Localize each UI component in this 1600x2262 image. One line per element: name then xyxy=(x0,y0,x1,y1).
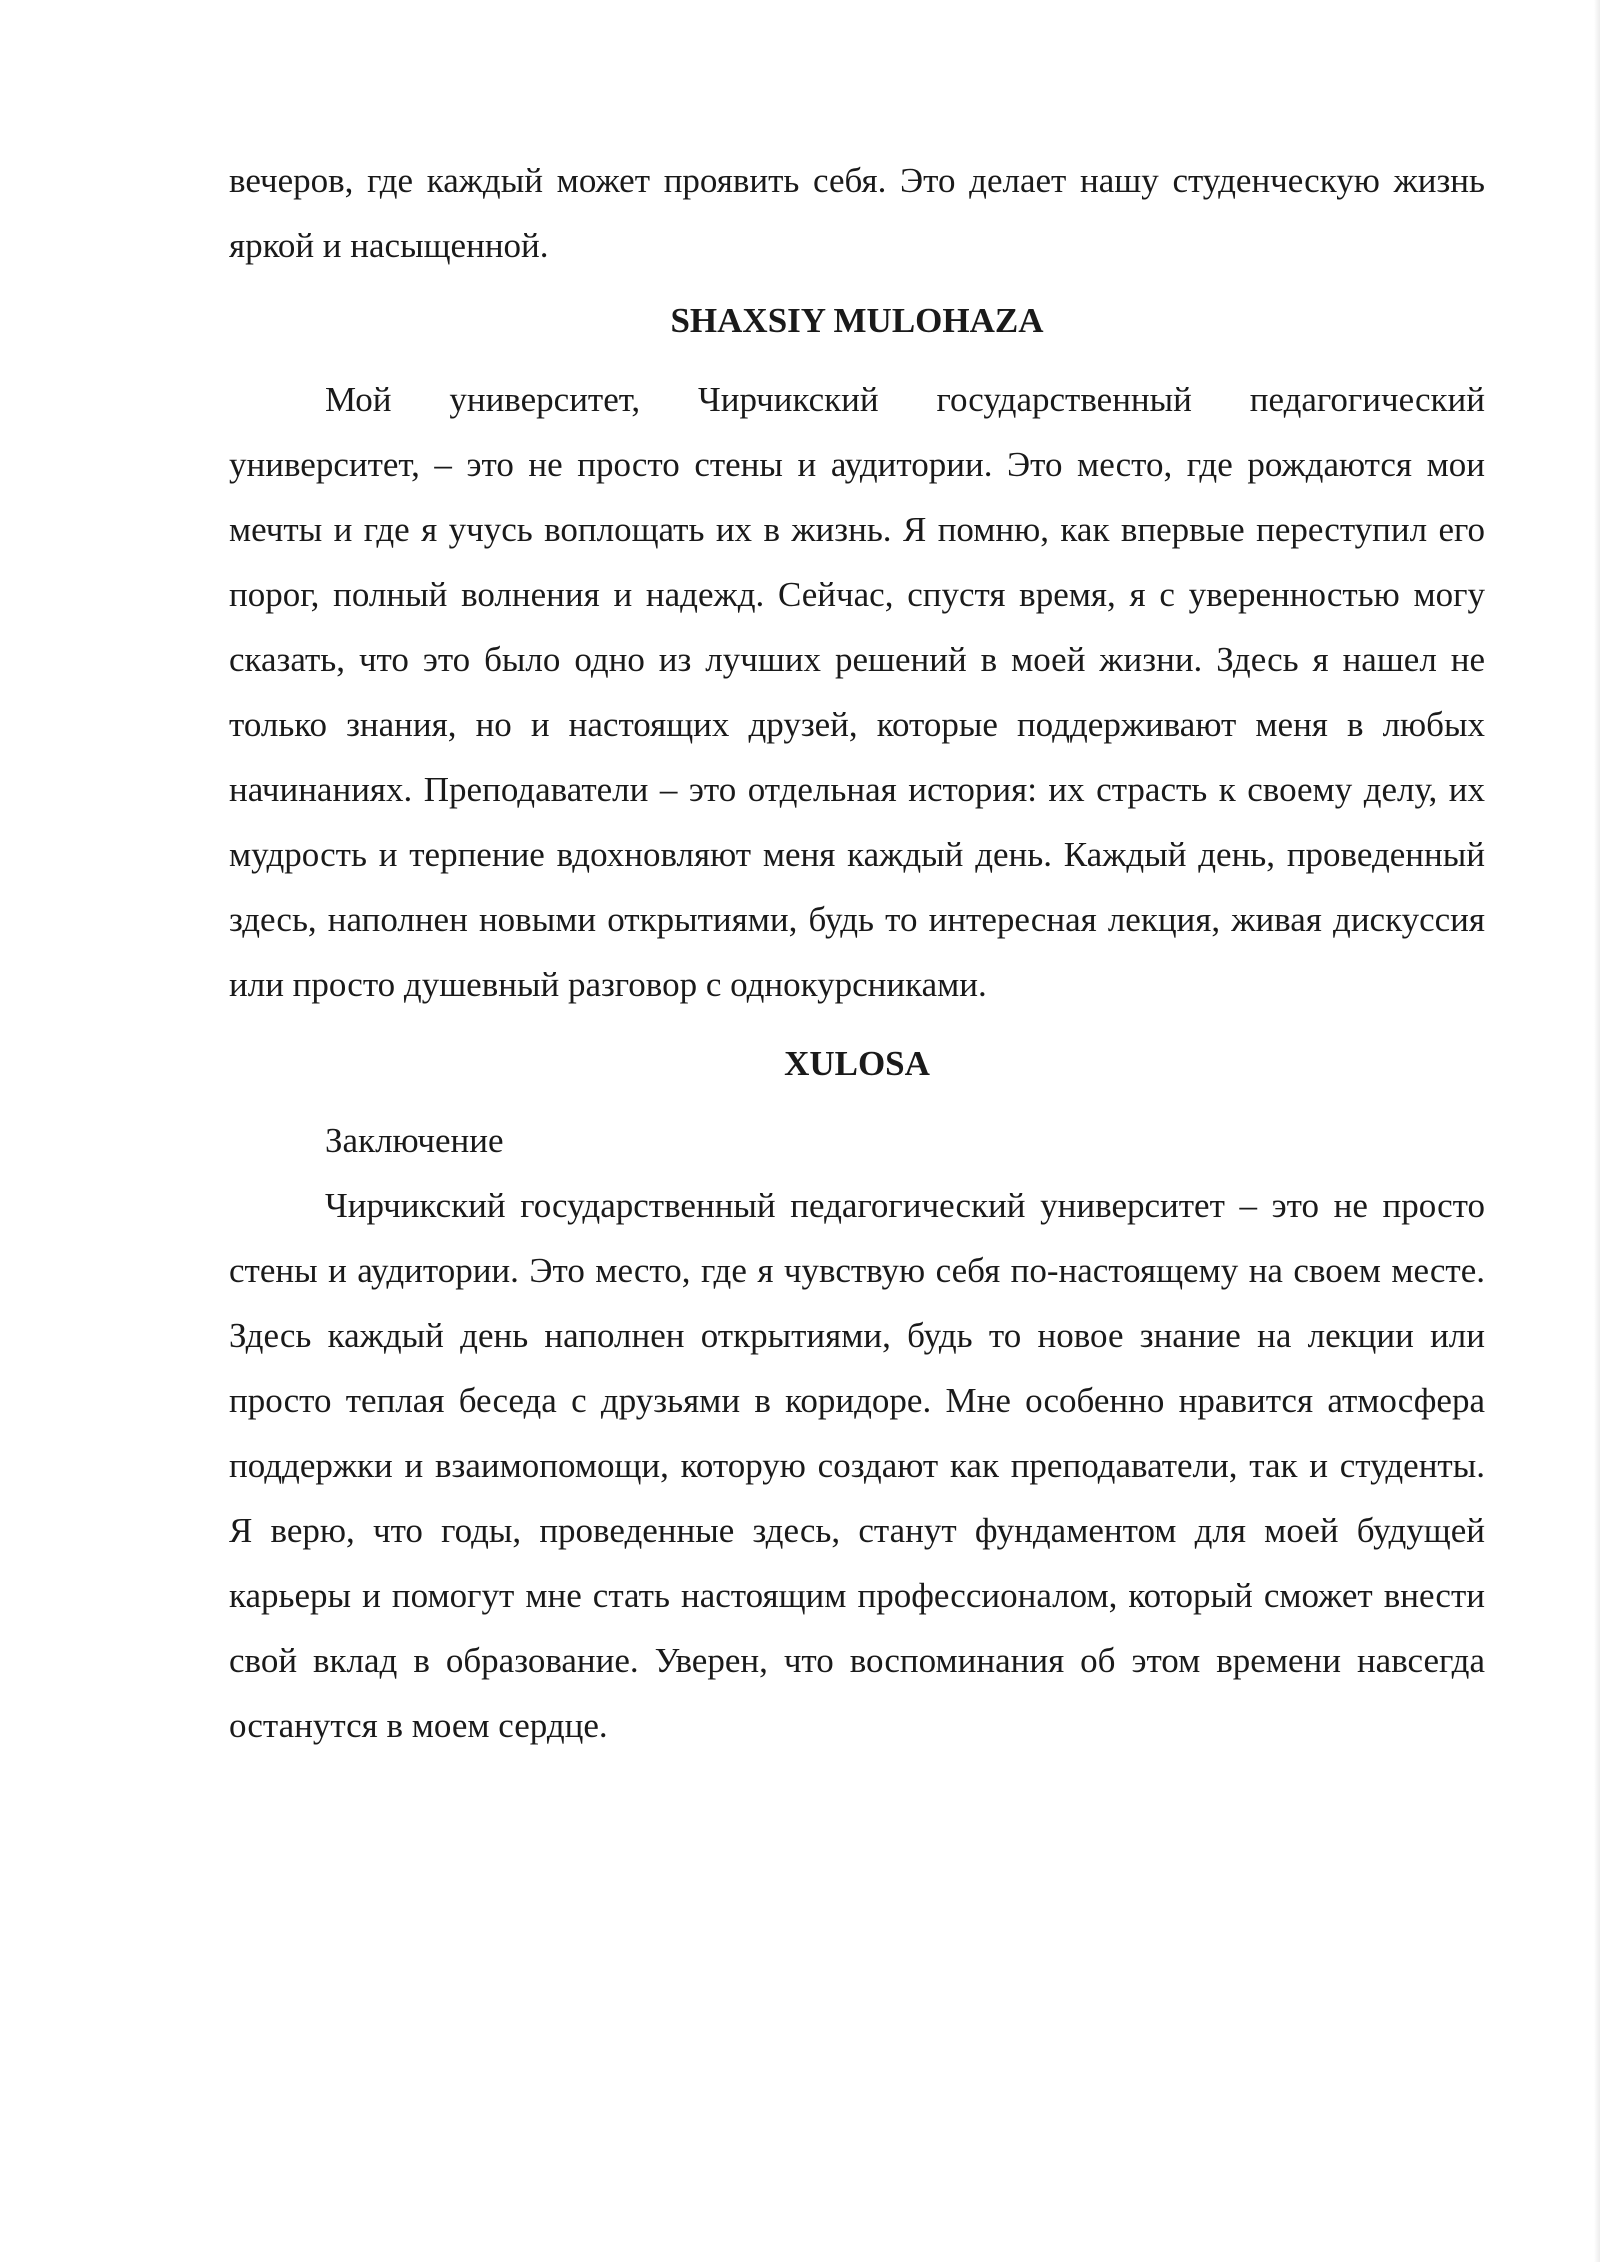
conclusion-subheading: Заключение xyxy=(325,1121,504,1160)
section-heading-xulosa: XULOSA xyxy=(784,1044,930,1083)
conclusion-paragraph: Чирчикский государственный педагогический университет – это не просто стены и аудитории. Это место, где я чувствую себя по-настоящему на своем месте. Здесь каждый день наполнен открытиями, будь то новое знание на лекции или просто теплая беседа с друзьями в коридоре. Мне особенно нравится атмосфера поддержки и взаимопомощи, которую создают как преподаватели, так и студенты. Я верю, что годы, проведенные здесь, станут фундаментом для моей будущей карьеры и помогут мне стать настоящим профессионалом, который сможет внести свой вклад в образование. Уверен, что воспоминания об этом времени навсегда останутся в моем сердце. xyxy=(229,1186,1485,1745)
continuation-paragraph: вечеров, где каждый может проявить себя. Это делает нашу студенческую жизнь яркой и насыщенной. xyxy=(229,161,1485,265)
page-content xyxy=(229,148,1485,1758)
section-heading-shaxsiy-mulohaza: SHAXSIY MULOHAZA xyxy=(670,301,1044,340)
personal-reflection-paragraph: Мой университет, Чирчикский государственный педагогический университет, – это не просто стены и аудитории. Это место, где рождаются мои мечты и где я учусь воплощать их в жизнь. Я помню, как впервые переступил его порог, полный волнения и надежд. Сейчас, спустя время, я с уверенностью могу сказать, что это было одно из лучших решений в моей жизни. Здесь я нашел не только знания, но и настоящих друзей, которые поддерживают меня в любых начинаниях. Преподаватели – это отдельная история: их страсть к своему делу, их мудрость и терпение вдохновляют меня каждый день. Каждый день, проведенный здесь, наполнен новыми открытиями, будь то интересная лекция, живая дискуссия или просто душевный разговор с однокурсниками. xyxy=(229,380,1485,1004)
page-edge-shadow xyxy=(1594,0,1600,2262)
